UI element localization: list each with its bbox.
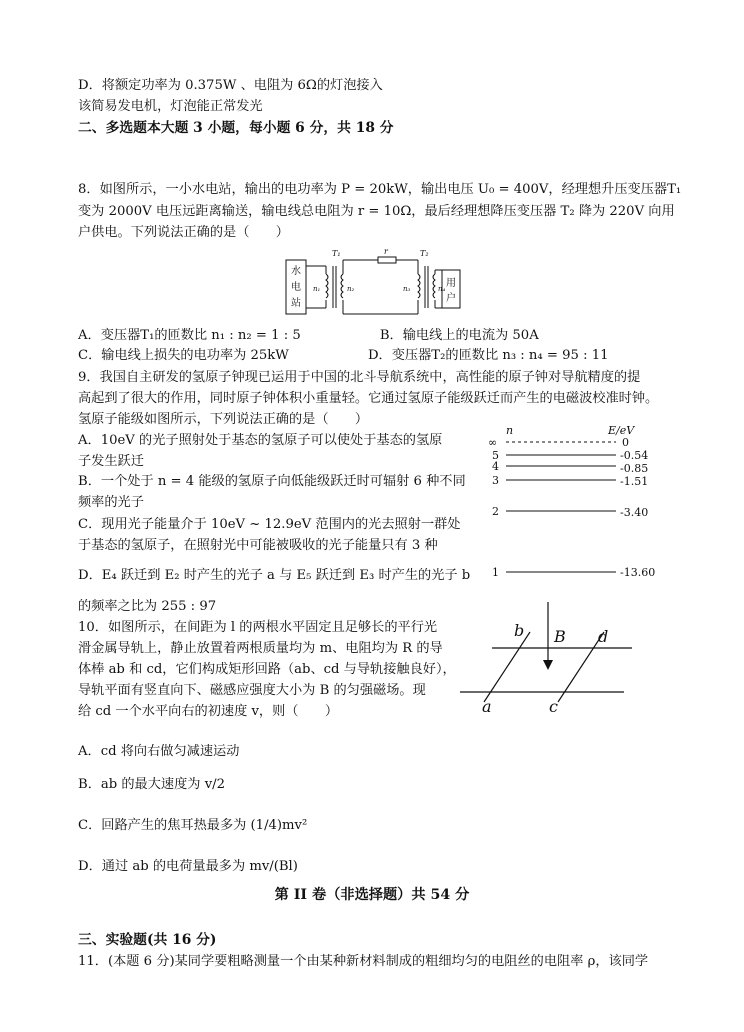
box-char: 电 <box>291 282 301 293</box>
level-n: ∞ <box>488 436 498 449</box>
text-line: 给 cd 一个水平向右的初速度 v，则（ ） <box>78 704 339 719</box>
text-line: 于基态的氢原子，在照射光中可能被吸收的光子能量只有 3 种 <box>78 538 438 553</box>
text-line: 8．如图所示，一小水电站，输出的电功率为 P = 20kW，输出电压 U₀ = 400V，经理想升压变压器T₁ <box>78 182 682 197</box>
text-line: A．变压器T₁的匝数比 n₁ : n₂ = 1 : 5 B．输电线上的电流为 50A <box>78 328 539 343</box>
text-line: 氢原子能级如图所示，下列说法正确的是（ ） <box>78 412 369 427</box>
text-line: C．现用光子能量介于 10eV ~ 12.9eV 范围内的光去照射一群处 <box>78 517 461 532</box>
box-char: 户 <box>446 293 456 304</box>
box-char: 站 <box>291 298 301 309</box>
text-line: 户供电。下列说法正确的是（ ） <box>78 225 289 240</box>
level-e: -1.51 <box>620 475 649 488</box>
text-line: D．将额定功率为 0.375W 、电阻为 6Ω的灯泡接入 <box>78 78 383 93</box>
text-line: 11．(本题 6 分)某同学要粗略测量一个由某种新材料制成的粗细均匀的电阻丝的电阻率 ρ，该同学 <box>78 954 649 969</box>
label-r: r <box>384 247 388 256</box>
label-b: b <box>514 621 525 640</box>
text-line: 频率的光子 <box>78 495 144 510</box>
level-e: -13.60 <box>620 566 656 579</box>
text-line: D．通过 ab 的电荷量最多为 mv/(Bl) <box>78 859 298 874</box>
text-line: A．10eV 的光子照射处于基态的氢原子可以使处于基态的氢原 <box>78 433 443 448</box>
level-n: 5 <box>492 449 499 462</box>
text-line: A．cd 将向右做匀减速运动 <box>78 744 240 759</box>
level-n: 3 <box>492 474 499 487</box>
label-n3: n₃ <box>403 285 411 293</box>
text-line: 子发生跃迁 <box>78 454 144 469</box>
text-line: 二、多选题本大题 3 小题，每小题 6 分，共 18 分 <box>78 120 394 136</box>
text-line: 高起到了很大的作用，同时原子钟体积小重量轻。它通过氢原子能级跃迁而产生的电磁波校准时钟。 <box>78 391 659 406</box>
label-t2: T₂ <box>420 249 429 258</box>
label-t1: T₁ <box>332 249 341 258</box>
text-line: 变为 2000V 电压远距离输送，输电线总电阻为 r = 10Ω，最后经理想降压变压器 T₂ 降为 220V 向用 <box>78 204 675 219</box>
text-line: 10．如图所示，在间距为 l 的两根水平固定且足够长的平行光 <box>78 620 438 635</box>
label-c: c <box>549 697 558 716</box>
text-line: 体棒 ab 和 cd，它们构成矩形回路（ab、cd 与导轨接触良好）， <box>78 662 456 677</box>
level-e: 0 <box>622 436 629 449</box>
box-char: 用 <box>446 278 456 289</box>
text-line: 的频率之比为 255 : 97 <box>78 599 217 614</box>
level-n: 4 <box>492 460 499 473</box>
level-n: 2 <box>492 505 499 518</box>
text-line: 该简易发电机，灯泡能正常发光 <box>78 99 263 114</box>
label-a: a <box>482 697 492 716</box>
box-char: 水 <box>291 266 301 277</box>
text-line: B．ab 的最大速度为 v/2 <box>78 777 225 792</box>
text-line: 导轨平面有竖直向下、磁感应强度大小为 B 的匀强磁场。现 <box>78 683 426 698</box>
text-line: 滑金属导轨上，静止放置着两根质量均为 m、电阻均为 R 的导 <box>78 641 443 656</box>
text-line: D．E₄ 跃迁到 E₂ 时产生的光子 a 与 E₅ 跃迁到 E₃ 时产生的光子 b <box>78 568 471 583</box>
label-field-b: B <box>554 627 566 646</box>
section-title: 第 II 卷（非选择题）共 54 分 <box>274 887 470 903</box>
rails-diagram <box>456 598 636 720</box>
level-n: 1 <box>492 566 499 579</box>
level-e: -3.40 <box>620 506 649 519</box>
text-line: 9．我国自主研发的氢原子钟现已运用于中国的北斗导航系统中，高性能的原子钟对导航精度的提 <box>78 370 641 385</box>
label-n1: n₁ <box>313 285 321 293</box>
level-e: -0.85 <box>620 462 649 475</box>
text-line: 三、实验题(共 16 分) <box>78 932 217 948</box>
transformer-circuit-figure <box>280 246 470 322</box>
level-e: -0.54 <box>620 449 649 462</box>
label-n4: n₄ <box>438 285 446 293</box>
label-n2: n₂ <box>347 285 355 293</box>
text-line: B．一个处于 n = 4 能级的氢原子向低能级跃迁时可辐射 6 种不同 <box>78 474 466 489</box>
energy-level-diagram <box>484 424 670 584</box>
label-d: d <box>598 627 609 646</box>
text-line: C．输电线上损失的电功率为 25kW D．变压器T₂的匝数比 n₃ : n₄ = 95 : 11 <box>78 348 609 363</box>
text-line: C．回路产生的焦耳热最多为 (1/4)mv² <box>78 818 308 833</box>
header-e: E/eV <box>608 424 635 437</box>
header-n: n <box>506 424 514 437</box>
